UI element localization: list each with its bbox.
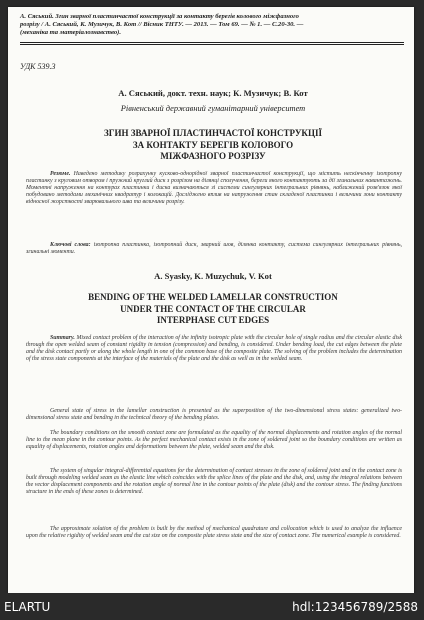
ua-authors: А. Сяський, докт. техн. наук; К. Музичук; В. Кот xyxy=(118,88,308,98)
en-paragraph-1: General state of stress in the lamellar construction is presented as the superposition of the two-dimensional stress states: generalized two-dimensional stress state and bending in the technical theory of the bending plates. xyxy=(26,408,402,422)
ua-title-line-3: МІЖФАЗНОГО РОЗРІЗУ xyxy=(160,151,266,162)
en-title-line-2: UNDER THE CONTACT OF THE CIRCULAR xyxy=(120,303,306,314)
en-summary-lead: Summary. xyxy=(50,335,75,341)
udk-code: УДК 539.3 xyxy=(20,62,56,71)
en-title xyxy=(20,292,406,327)
en-title-line-1: BENDING OF THE WELDED LAMELLAR CONSTRUCTION xyxy=(88,292,338,302)
en-summary-text: Mixed contact problem of the interaction of the infinity isotropic plate with the circular hole of single radius and the circular elastic disk through the open welded seam of constant rigidity in tension (compression) and bending, is considered. Under bending load, the cut edges between the plate and the disk contact partly or along the whole length in one of the common base of the composite plate. The solving of the problem includes the determination of the stress state components at the interface of the materials of the plate and the disk as well as in the welded seam. xyxy=(26,335,402,363)
en-paragraph-3: The system of singular integral-differential equations for the determination of contact stresses in the zone of soldered joint and in the contact zone is built through modeling welded seam as the elastic line which coincides with the splice lines of the plate and the disk, and, using the integral relations between the vector displacement components and the rotation angle of normal line in the contour points of the plate (disk) and the contour stress. The finding functions structure in the ends of these zones is determined. xyxy=(26,468,402,496)
ua-abstract-text: Наведено методику розрахунку кусково-однорідної зварної пластинчастої конструкції, що містить нескінченну ізотропну пластинку з круговим отвором і пружний круглий диск з розрізом на ділянці сполучення, береги якого контактують за дії згинальних навантажень. Моментні напруження на контурах пластинки і диска визначаються зі системи сингулярних інтегральних рівнянь, наближений розв'язок якої побудовано методами механічних квадратур і колокацій. Досліджено вплив на напруження стан складеної пластинки і величини зони контакту відносної жорсткості зварювального шва та величини розрізу. xyxy=(26,171,402,206)
ua-affiliation: Рівненський державний гуманітарний університет xyxy=(120,104,306,113)
ua-abstract xyxy=(26,171,402,206)
header-rule xyxy=(20,42,404,43)
ua-abstract-lead: Резюме. xyxy=(50,171,71,177)
citation-line-2: розрізу / А. Сяський, К. Музичук, В. Кот // Вісник ТНТУ. — 2013. — Том 69. — № 1. — С.20-30. — xyxy=(20,21,304,29)
en-summary xyxy=(26,335,402,363)
ua-title-line-1: ЗГИН ЗВАРНОЇ ПЛАСТИНЧАСТОЇ КОНСТРУКЦІЇ xyxy=(104,128,322,138)
repository-name: ELARTU xyxy=(4,600,51,614)
citation-header xyxy=(20,13,406,38)
viewer-footer-bar xyxy=(0,593,424,620)
en-paragraph-2: The boundary conditions on the smooth contact zone are formulated as the equality of the normal displacements and rotation angles of the normal line to the mean plane in the contour points. As the perfect mechanical contact exists in the zone of soldered joint so the boundary conditions are written as equality of displacements, rotation angles and deformations between the plate, welded seam and the disk. xyxy=(26,430,402,451)
citation-line-1: А. Сяський. Згин зварної пластинчастої конструкції за контакту берегів колового міжфазного xyxy=(20,13,299,20)
en-title-line-3: INTERPHASE CUT EDGES xyxy=(156,315,270,326)
ua-title xyxy=(20,128,406,163)
ua-keywords-text: ізотропна пластинка, ізотропний диск, зварний шов, ділянка контакту, система сингулярних інтегральних рівнянь, згинальні моменти. xyxy=(26,242,402,256)
header-rule-2 xyxy=(20,44,404,45)
document-page xyxy=(8,7,414,593)
ua-keywords-lead: Ключові слова: xyxy=(50,242,91,248)
handle-identifier[interactable]: hdl:123456789/2588 xyxy=(292,600,418,614)
en-authors: A. Syasky, K. Muzychuk, V. Kot xyxy=(154,271,272,281)
en-paragraph-4: The approximate solution of the problem is built by the method of mechanical quadrature and collocation which is used to analyze the influence upon the relative rigidity of welded seam and the cut size on the composite plate stress state and the size of contact zone. The numerical example is considered. xyxy=(26,526,402,540)
citation-line-3: (механіка та матеріалознавство). xyxy=(20,29,121,37)
ua-title-line-2: ЗА КОНТАКТУ БЕРЕГІВ КОЛОВОГО xyxy=(132,139,294,150)
ua-keywords xyxy=(26,242,402,256)
